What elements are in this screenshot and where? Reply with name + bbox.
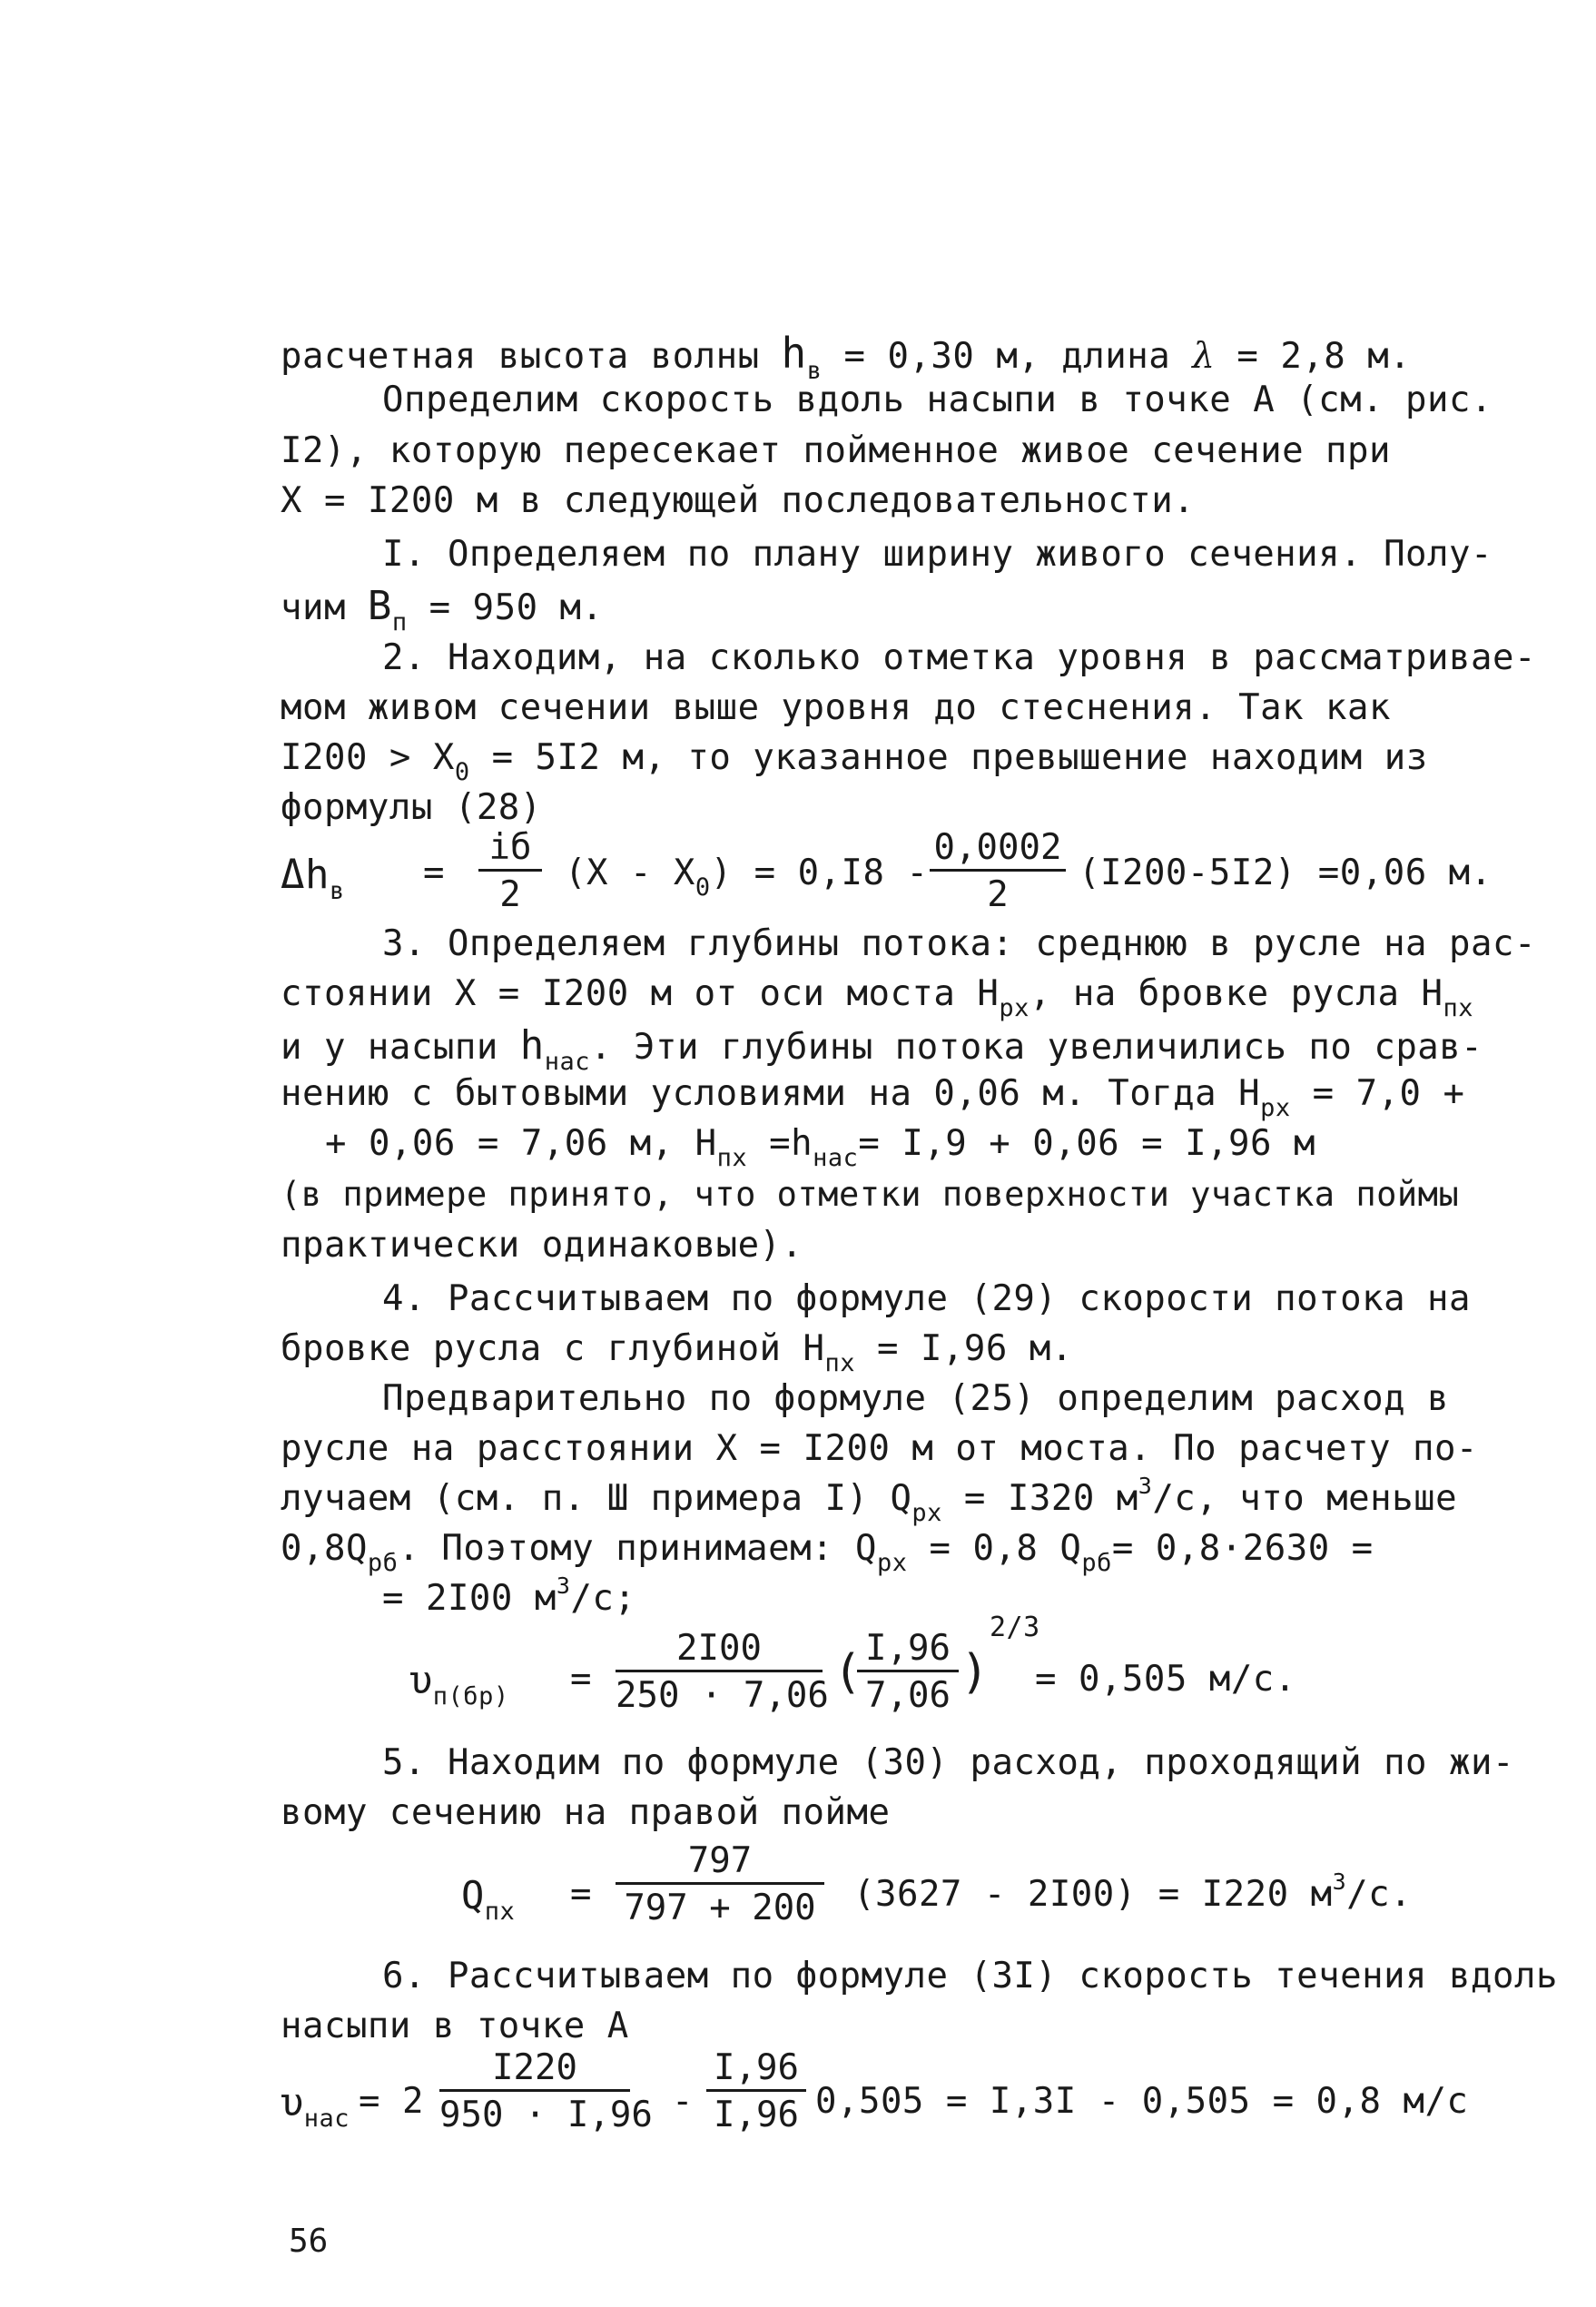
fraction [439,2047,653,2135]
denominator: 950 · I,96 [439,2095,653,2135]
text: нению с бытовыми условиями на 0,06 м. Тогда H [281,1073,1261,1114]
text-line [281,1528,1374,1577]
text [853,1868,1413,1915]
text: = 0,8 Q [907,1528,1082,1569]
text: (X - X [565,853,695,893]
symbol-lambda: λ [1192,336,1216,377]
formula-lhs: Q [461,1873,485,1918]
text-line [281,973,1473,1022]
numerator: 797 [616,1843,824,1885]
text: I200 > X [281,737,455,778]
text: 0,505 = I,3I - 0,505 = 0,8 м/с [815,2081,1469,2122]
text: = I,96 м. [855,1328,1073,1369]
equals-sign: = [423,853,445,893]
equals-sign: = [570,1659,592,1700]
text-line [281,737,1428,786]
fraction [706,2047,806,2135]
equals-sign: = 2 [359,2081,424,2122]
text-line: практически одинаковые). [281,1225,803,1266]
text: 0,8Q [281,1528,368,1569]
denominator: 2 [499,874,521,915]
text-line: насыпи в точке А [281,2006,629,2046]
text: /с, что меньше [1152,1478,1458,1519]
fraction [478,827,542,915]
text: . Эти глубины потока увеличились по срав- [590,1027,1483,1068]
text-line [281,1328,1073,1377]
text: лучаем (см. п. Ш примера I) Q [281,1478,912,1519]
subscript: рх [911,1499,942,1527]
text: (I200-5I2) =0,06 м. [1079,853,1493,893]
numerator: I,96 [706,2050,806,2092]
text-line [281,329,1412,385]
text-line [325,1123,1315,1172]
formula-31 [281,2080,350,2133]
denominator: I,96 [714,2095,799,2135]
numerator: 0,0002 [930,830,1066,872]
text-line: вому сечению на правой пойме [281,1792,891,1833]
text-line: 4. Рассчитываем по формуле (29) скорости потока на [382,1278,1471,1319]
formula-29 [409,1658,509,1711]
text: расчетная высота волны [281,336,782,377]
text-line: X = I200 м в следующей последовательности. [281,480,1196,521]
subscript: пх [484,1898,516,1926]
text-line: формулы (28) [281,787,542,828]
subscript: 0 [695,873,711,902]
subscript: рх [999,994,1030,1022]
text: + 0,06 = 7,06 м, H [325,1123,717,1164]
numerator: 2I00 [616,1631,823,1672]
text: и у насыпи [281,1027,520,1068]
symbol-h: h [781,329,807,378]
text: = I,9 + 0,06 = I,96 м [858,1123,1315,1164]
text: = 950 м. [407,587,604,628]
superscript: 3 [1332,1868,1347,1895]
text-line: русле на расстоянии X = I200 м от моста. По расчету по- [281,1428,1478,1469]
text-line [382,1573,636,1619]
text [565,853,929,902]
text-line [281,1473,1458,1527]
text-line: Определим скорость вдоль насыпи в точке А (см. рис. [382,380,1493,420]
subscript: п(бр) [432,1682,509,1711]
subscript: в [806,357,823,385]
text: ) = 0,I8 - [710,853,929,893]
subscript: рх [1260,1094,1291,1122]
text-line: Предварительно по формуле (25) определим расход в [382,1378,1450,1419]
text-line [281,583,604,636]
subscript: рб [1081,1549,1112,1577]
text: = 0,505 м/с. [1035,1659,1296,1700]
text-line [281,1073,1465,1122]
text: стоянии X = I200 м от оси моста H [281,973,1000,1014]
subscript: пх [1443,994,1473,1022]
text-line: 2. Находим, на сколько отметка уровня в рассматривае- [382,637,1536,678]
superscript: 3 [556,1573,571,1599]
exponent: 2/3 [990,1612,1040,1643]
text-line: I2), которую пересекает пойменное живое сечение при [281,430,1391,471]
fraction [930,827,1066,915]
symbol-B: B [367,583,392,629]
text: = 0,30 м, длина [822,336,1193,377]
text: /с. [1346,1874,1413,1915]
subscript: нас [544,1048,591,1076]
fraction [857,1628,959,1716]
subscript: пх [716,1144,748,1172]
paren: ( [833,1645,862,1700]
formula-lhs: υ [281,2080,304,2125]
subscript: рх [877,1549,908,1577]
text-line: мом живом сечении выше уровня до стеснения. Так как [281,687,1391,728]
formula-28 [281,852,345,905]
numerator: I,96 [857,1631,959,1672]
equals-sign: = [570,1874,592,1915]
denominator: 7,06 [865,1675,951,1716]
text: бровке русла с глубиной H [281,1328,825,1369]
text: /с; [570,1578,636,1619]
text: = 5I2 м, то указанное превышение находим из [469,737,1428,778]
subscript: нас [303,2105,350,2133]
subscript: 0 [454,758,470,786]
minus-sign: - [672,2081,694,2122]
denominator: 797 + 200 [624,1888,816,1928]
text-line: 5. Находим по формуле (30) расход, проходящий по жи- [382,1742,1514,1783]
numerator: iб [478,830,542,872]
subscript: рб [367,1549,399,1577]
subscript: нас [813,1144,859,1172]
paren: ) [961,1645,990,1700]
denominator: 250 · 7,06 [616,1675,829,1716]
text-line: 6. Рассчитываем по формуле (3I) скорость течения вдоль [382,1956,1558,1996]
text-line: I. Определяем по плану ширину живого сечения. Полу- [382,534,1493,575]
numerator: I220 [439,2050,630,2092]
superscript: 3 [1138,1473,1153,1499]
text: =h [747,1123,813,1164]
text: = 2,8 м. [1215,336,1412,377]
subscript: в [329,877,345,905]
text: , на бровке русла H [1029,973,1443,1014]
formula-lhs: Δh [281,852,330,898]
denominator: 2 [987,874,1009,915]
page-number: 56 [289,2223,329,2260]
subscript: п [391,608,408,636]
text: чим [281,587,368,628]
text-line: (в примере принято, что отметки поверхности участка поймы [281,1175,1460,1214]
subscript: пх [824,1349,856,1377]
formula-30 [461,1873,516,1926]
text: = I320 м [941,1478,1138,1519]
formula-lhs: υ [409,1658,433,1702]
fraction [616,1840,824,1928]
text: = 2I00 м [382,1578,557,1619]
text-line: 3. Определяем глубины потока: среднюю в русле на рас- [382,923,1536,964]
text: (3627 - 2I00) = I220 м [853,1874,1333,1915]
fraction [616,1628,829,1716]
text: = 0,8·2630 = [1111,1528,1374,1569]
text: . Поэтому принимаем: Q [398,1528,877,1569]
text: = 7,0 + [1290,1073,1465,1114]
text-line [281,1022,1483,1076]
symbol-h: h [519,1022,545,1069]
